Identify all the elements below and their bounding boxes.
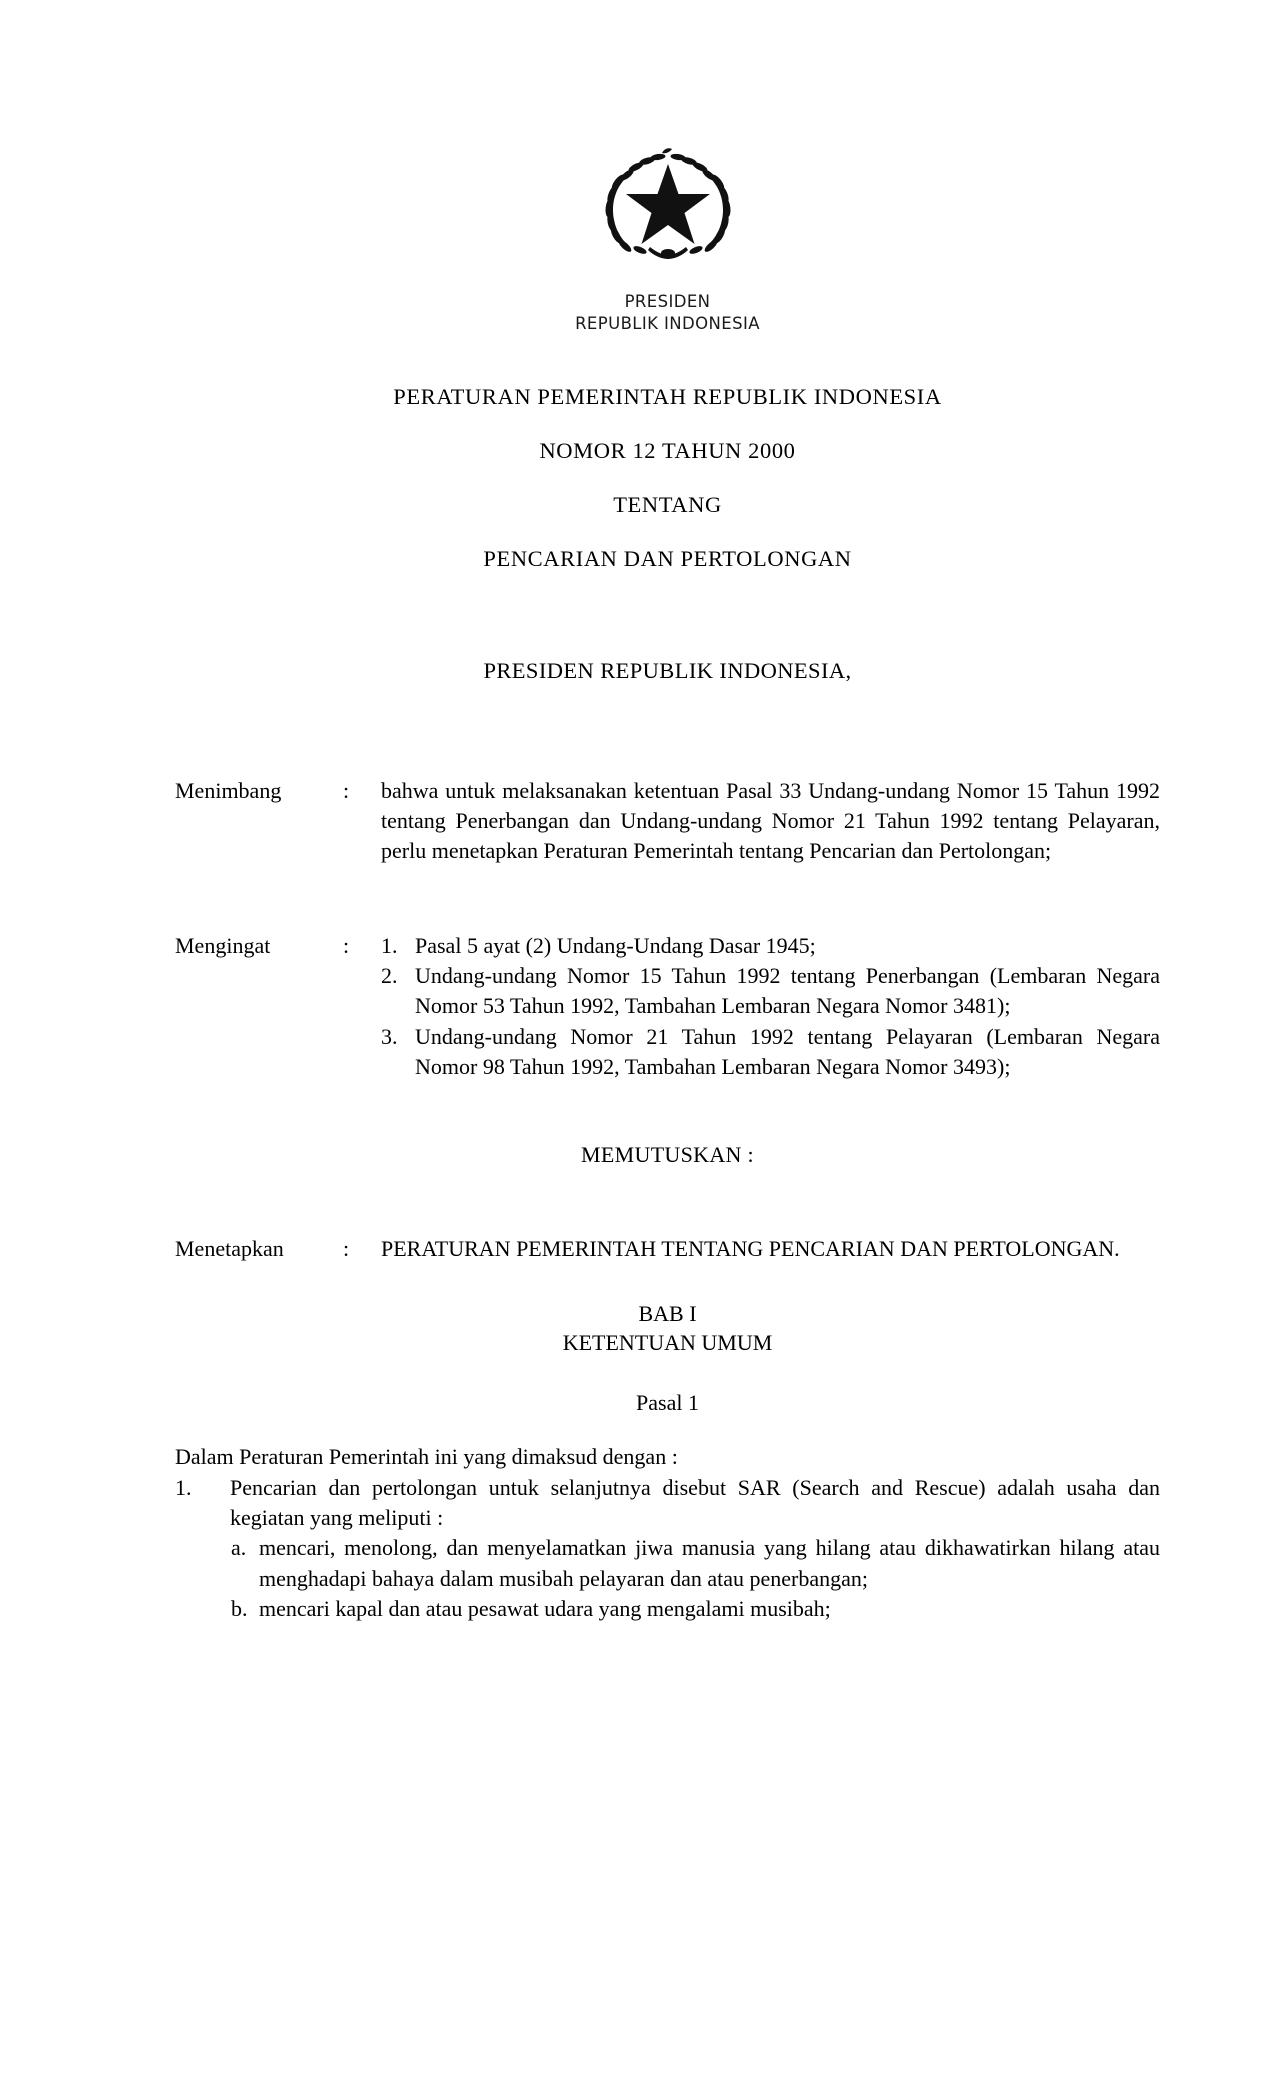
- chapter-number: BAB I: [638, 1300, 697, 1326]
- list-item: [175, 1473, 1160, 1534]
- emblem-block: [175, 120, 1160, 336]
- enactment-section: [175, 1234, 1160, 1264]
- article-heading: Pasal 1: [636, 1390, 699, 1416]
- enactment-colon: :: [343, 1236, 350, 1262]
- definitions-section: [175, 1442, 1160, 1624]
- issuing-authority: PRESIDEN REPUBLIK INDONESIA,: [483, 657, 852, 683]
- garuda-star-wreath-emblem: [578, 120, 758, 280]
- list-item-text: Undang-undang Nomor 21 Tahun 1992 tentang Pelayaran (Lembaran Negara Nomor 98 Tahun 1992, Tambahan Lembaran Negara Nomor 3493);: [415, 1023, 1160, 1080]
- list-item: [231, 1594, 1160, 1624]
- regulation-number: NOMOR 12 TAHUN 2000: [539, 437, 796, 463]
- list-item-number: 2.: [381, 962, 398, 988]
- decision-heading: MEMUTUSKAN :: [581, 1142, 754, 1168]
- list-item: [231, 1533, 1160, 1594]
- regulation-about-label: TENTANG: [613, 491, 722, 517]
- list-item-number: a.: [231, 1535, 247, 1561]
- list-item-text: Pencarian dan pertolongan untuk selanjutnya disebut SAR (Search and Rescue) adalah usaha dan kegiatan yang meliputi :: [230, 1474, 1160, 1530]
- list-item-text: mencari kapal dan atau pesawat udara yang mengalami musibah;: [259, 1595, 831, 1621]
- considerations-section: [175, 776, 1160, 867]
- list-item: [381, 1022, 1160, 1083]
- enactment-text: [381, 1234, 1160, 1264]
- list-item-text: Undang-undang Nomor 15 Tahun 1992 tentang Penerbangan (Lembaran Negara Nomor 53 Tahun 1992, Tambahan Lembaran Negara Nomor 3481);: [415, 962, 1160, 1019]
- list-item-number: 1.: [175, 1474, 192, 1500]
- emblem-caption-line-2: REPUBLIK INDONESIA: [575, 314, 760, 334]
- list-item-text: mencari, menolong, dan menyelamatkan jiwa manusia yang hilang atau dikhawatirkan hilang atau menghadapi bahaya dalam musibah pelayaran dan atau penerbangan;: [259, 1535, 1160, 1591]
- list-item-number: b.: [231, 1595, 248, 1621]
- document-content: [175, 120, 1160, 1624]
- enactment-paragraph: PERATURAN PEMERINTAH TENTANG PENCARIAN DAN PERTOLONGAN.: [381, 1236, 1120, 1262]
- regulation-title: PERATURAN PEMERINTAH REPUBLIK INDONESIA: [393, 383, 942, 409]
- considerations-paragraph: bahwa untuk melaksanakan ketentuan Pasal 33 Undang-undang Nomor 15 Tahun 1992 tentang Penerbangan dan Undang-undang Nomor 21 Tahun 1992 tentang Pelayaran, perlu menetapkan Peraturan Pemerintah tentang Pencarian dan Pertolongan;: [381, 777, 1160, 864]
- regulation-subject: PENCARIAN DAN PERTOLONGAN: [483, 545, 852, 571]
- legal-basis-section: [175, 931, 1160, 1083]
- considerations-text: [381, 776, 1160, 867]
- list-item: [381, 931, 1160, 961]
- title-block: [175, 384, 1160, 572]
- considerations-colon: :: [343, 777, 350, 803]
- enactment-label: Menetapkan: [175, 1236, 284, 1262]
- emblem-caption-line-1: PRESIDEN: [624, 292, 711, 311]
- legal-basis-colon: :: [343, 932, 350, 958]
- definitions-lead: Dalam Peraturan Pemerintah ini yang dimaksud dengan :: [175, 1444, 678, 1470]
- legal-basis-label: Mengingat: [175, 932, 271, 958]
- list-item-text: Pasal 5 ayat (2) Undang-Undang Dasar 1945;: [415, 932, 816, 958]
- chapter-title: KETENTUAN UMUM: [562, 1330, 773, 1356]
- considerations-label: Menimbang: [175, 777, 282, 803]
- list-item-number: 3.: [381, 1023, 398, 1049]
- chapter-heading: [175, 1299, 1160, 1358]
- list-item: [381, 961, 1160, 1022]
- emblem-caption: [175, 291, 1160, 336]
- legal-basis-list: [381, 931, 1160, 1083]
- list-item-number: 1.: [381, 932, 398, 958]
